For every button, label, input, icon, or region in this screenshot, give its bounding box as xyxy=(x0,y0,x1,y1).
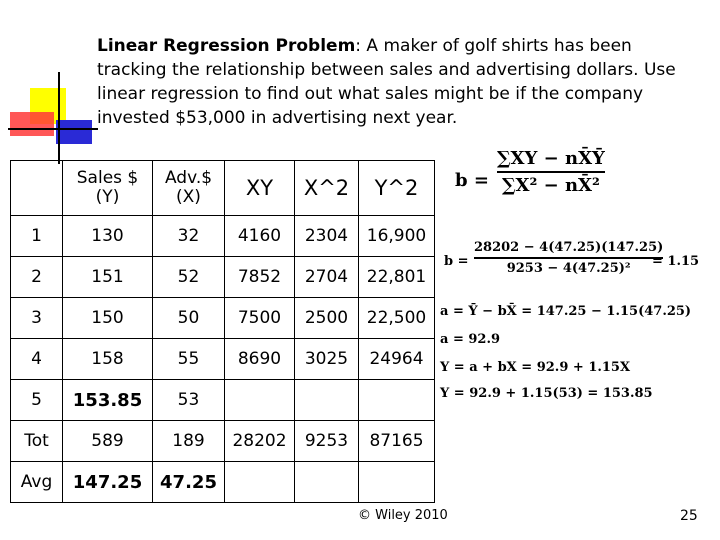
table-cell: 589 xyxy=(63,421,153,462)
table-cell xyxy=(225,380,295,421)
fraction-bar xyxy=(497,171,605,173)
table-cell: 9253 xyxy=(295,421,359,462)
b-general-lhs: b = xyxy=(455,170,489,191)
b-calc-result: = 1.15 xyxy=(652,254,700,269)
table-header-row xyxy=(11,161,435,216)
table-row xyxy=(11,216,435,257)
table-row xyxy=(11,380,435,421)
table-cell: 3025 xyxy=(295,339,359,380)
table-cell: 53 xyxy=(153,380,225,421)
table-row xyxy=(11,298,435,339)
table-row xyxy=(11,462,435,503)
table-cell: 2304 xyxy=(295,216,359,257)
b-calc-lhs: b = xyxy=(444,254,469,269)
table-cell: 150 xyxy=(63,298,153,339)
table-cell: 4160 xyxy=(225,216,295,257)
table-header-cell: Sales $ (Y) xyxy=(63,161,153,216)
table-cell: 8690 xyxy=(225,339,295,380)
table-cell: 50 xyxy=(153,298,225,339)
table-header-cell: X^2 xyxy=(295,161,359,216)
table-cell: Tot xyxy=(11,421,63,462)
table-row xyxy=(11,339,435,380)
decor-horizontal-line xyxy=(8,128,98,130)
table-cell: 32 xyxy=(153,216,225,257)
table-header-cell: Y^2 xyxy=(359,161,435,216)
table-cell: 47.25 xyxy=(153,462,225,503)
table-cell xyxy=(359,380,435,421)
table-cell: 16,900 xyxy=(359,216,435,257)
regression-table xyxy=(10,160,435,503)
table-cell: 5 xyxy=(11,380,63,421)
table-cell: 130 xyxy=(63,216,153,257)
table-cell: 87165 xyxy=(359,421,435,462)
table-cell: 158 xyxy=(63,339,153,380)
table-cell: 189 xyxy=(153,421,225,462)
table-cell xyxy=(225,462,295,503)
table-cell: Avg xyxy=(11,462,63,503)
table-cell: 151 xyxy=(63,257,153,298)
table-cell: 153.85 xyxy=(63,380,153,421)
decor-blue-block xyxy=(56,120,92,144)
b-calc-denominator: 9253 − 4(47.25)² xyxy=(506,261,631,276)
table-row xyxy=(11,421,435,462)
table-cell: 2704 xyxy=(295,257,359,298)
table-cell: 55 xyxy=(153,339,225,380)
b-general-numerator: ∑XY − nX̄Ȳ xyxy=(497,148,605,169)
table-header-cell: Adv.$ (X) xyxy=(153,161,225,216)
table-cell: 22,500 xyxy=(359,298,435,339)
table-cell: 1 xyxy=(11,216,63,257)
table-cell xyxy=(295,462,359,503)
table-cell: 52 xyxy=(153,257,225,298)
copyright-text: © Wiley 2010 xyxy=(358,508,448,523)
a-value: a = 92.9 xyxy=(440,332,501,347)
table-cell: 7852 xyxy=(225,257,295,298)
title-rest: : A maker of golf shirts has been tracking the relationship between sales and advertising dollars. Use linear regression to find out what sales might be if the company invested $53,000 in advertising next year. xyxy=(97,36,676,128)
decor-vertical-line xyxy=(58,72,60,164)
table-cell: 4 xyxy=(11,339,63,380)
table-cell: 2500 xyxy=(295,298,359,339)
table-cell xyxy=(295,380,359,421)
table-cell: 147.25 xyxy=(63,462,153,503)
slide-title xyxy=(97,34,687,130)
page-number: 25 xyxy=(680,508,698,524)
table-header-cell: XY xyxy=(225,161,295,216)
table-cell: 2 xyxy=(11,257,63,298)
y-value: Y = 92.9 + 1.15(53) = 153.85 xyxy=(440,386,653,401)
fraction-bar xyxy=(474,257,663,259)
table-cell: 24964 xyxy=(359,339,435,380)
table-row xyxy=(11,257,435,298)
a-formula: a = Ȳ − bX̄ = 147.25 − 1.15(47.25) xyxy=(440,304,692,319)
table-header-cell xyxy=(11,161,63,216)
table-cell: 7500 xyxy=(225,298,295,339)
title-strong: Linear Regression Problem xyxy=(97,36,356,56)
y-formula: Y = a + bX = 92.9 + 1.15X xyxy=(440,360,631,375)
table-cell: 28202 xyxy=(225,421,295,462)
table-cell xyxy=(359,462,435,503)
table-cell: 3 xyxy=(11,298,63,339)
decor-red-block xyxy=(10,112,54,136)
table-cell: 22,801 xyxy=(359,257,435,298)
b-general-denominator: ∑X² − nX̄² xyxy=(501,175,600,196)
b-calc-numerator: 28202 − 4(47.25)(147.25) xyxy=(474,240,664,255)
